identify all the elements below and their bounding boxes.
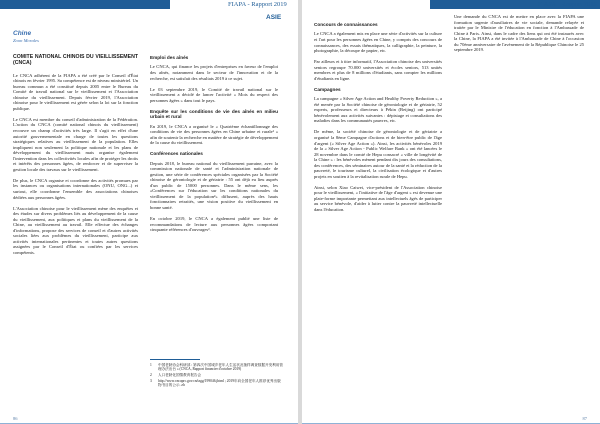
footnote-divider bbox=[150, 359, 200, 360]
paragraph: Le CNCA adhérent de la FIAPA a été créé par le Conseil d'État chinois en février 1995. Sa compétence est de niveau ministériel. Un bureau commun a été constitué depuis 2005 entre le Bureau du Comité de travail national sur le vieillissement et l'Association chinoise du vieillissement. Depuis février 2019, l'Association chinoise pour le vieillissement est gérée selon la loi sur la fonction publique. bbox=[13, 72, 138, 111]
paragraph: En 2019, le CNCA a organisé le « Quatrième échantillonnage des conditions de vie des personnes âgées en Chine urbaine et rurale¹ » afin de soutenir la recherche en matière de stratégie de développement de la cause du vieillissement. bbox=[150, 123, 279, 146]
right-column-2 bbox=[454, 14, 584, 58]
paragraph: Le CNCA, qui finance les projets d'entreprises en faveur de l'emploi des aînés, notamment dans le secteur de l'innovation et de la recherche, est satisfait des résultats 2019 à ce sujet. bbox=[150, 64, 278, 81]
country-title: Chine bbox=[13, 30, 32, 37]
footnote-number: 1 bbox=[150, 363, 152, 367]
paragraph: Depuis 2018, le bureau national du vieillissement parraine, avec la commission nationale de santé et l'administration nationale de gestion, une série de conférences spéciales organisées par la Société chinoise de gérontologie et de gériatrie : 55 ont déjà eu lieu auprès d'un public de 15000 personnes. Dans le même sens, les «Conférences sur l'éducation sur les conditions nationales du vieillissement de la population²» diffusent, auprès des hauts fonctionnaires retraités, une vision positive du vieillissement en bonne santé. bbox=[150, 160, 278, 210]
section-tag: ASIE bbox=[266, 14, 282, 21]
section-heading: Concours de connaissances bbox=[314, 22, 378, 27]
footnote-text: 人口老龄化国情教育报告会 bbox=[158, 373, 202, 377]
page-number: 87 bbox=[582, 416, 587, 421]
paragraph: De même, la société chinoise de gérontologie et de gériatrie a organisé la 8ème Campagne d'actions et de bien-être public de l'âge d'argent (« Silver Age Action »). Ainsi, les activités bénévoles 2019 de la « Silver Age Action - Public Welfare Bank » ont été lancées le 28 novembre dans le comté de Hepu consacré « ville de longévité de la Chine » : les bénévoles mènent pendant dix jours des consultations, des conférences, des séminaires autour de la santé et la réduction de la pauvreté, le tourisme culturel, la civilisation écologique et d'autres projets en soutien à la revitalisation rurale de Hepu. bbox=[314, 129, 442, 179]
paragraph: Une demande du CNCA est de mettre en place avec la FIAPA une formation urgente d'auxiliaires de vie sociale, demande relayée et traitée par le Ministre de l'éducation en fonction à l'Ambassade de Chine à Paris. Ainsi, dans le cadre des liens qui ont été instaurés avec la Chine, la FIAPA a été invitée à l'Ambassade de Chine à l'occasion du 70ème anniversaire de l'avènement de la République Chinoise le 25 septembre 2019. bbox=[454, 14, 584, 53]
header-title: FIAPA - Rapport 2019 bbox=[538, 1, 597, 8]
paragraph: Ainsi, selon Xiao Caiwei, vice-président de l'Association chinoise pour le vieillissement, « l'initiative de l'âge d'argent » est devenue une plate-forme importante permettant aux intellectuels âgés de participer au service bénévole, d'aider à lutter contre la pauvreté intellectuelle dans l'éducation. bbox=[314, 184, 442, 213]
page-number: 86 bbox=[13, 416, 18, 421]
paragraph: De plus, le CNCA organise et coordonne des activités promues par les instances ou organisations internationales (ONU, ONG...) et surtout, elle coordonne l'ensemble des associations chinoises dédiées aux personnes âgées. bbox=[13, 177, 138, 200]
paragraph: Le CNCA est membre du conseil d'administration de la Fédération. L'action du CNCA (comité national chinois du vieillissement) recouvre un champ d'activités très large. Il s'agit en effet d'une autorité gouvernementale en charge de toutes les questions stratégiques relatives au vieillissement de la population. Elles impliquent non seulement la politique nationale et les plans de développement du vieillissement mais organise également l'intervention dans les collectivités locales afin de protéger les droits et intérêts des personnes âgées, de renforcer et de superviser la gestion locale des travaux sur le vieillissement. bbox=[13, 116, 138, 172]
paragraph: Par ailleurs et à titre informatif, l'Association chinoise des universités seniors regroupe 70.000 universités et écoles seniors, 513 unités membres et plus de 8 millions d'étudiants, sans compter les millions d'étudiants en ligne. bbox=[314, 59, 442, 81]
right-page bbox=[302, 0, 600, 424]
article-heading: COMITE NATIONAL CHINOIS DU VIEILLISSEMENT (CNCA) bbox=[13, 54, 138, 66]
section-heading: Conférences nationales bbox=[150, 151, 203, 157]
paragraph: L'Association chinoise pour le vieillissement mène des enquêtes et des études sur divers problèmes liés au développement de la cause du vieillissement, aux politiques et plans du vieillissement de la Chine, au vieillissement au travail. Elle effectue des échanges d'informations, propose des services de conseil et d'autres activités sociales liées aux problèmes du vieillissement, participe aux activités internationales pertinentes et toutes autres questions assignées par le Conseil d'État ou confiées par les services compétents. bbox=[13, 205, 138, 255]
footnote bbox=[150, 373, 284, 377]
footnote-number: 2 bbox=[150, 373, 152, 377]
header-title: FIAPA - Rapport 2019 bbox=[228, 1, 287, 8]
header-bar bbox=[0, 0, 298, 10]
section-heading: Enquête sur les conditions de vie des aînés en milieu urbain et rural bbox=[150, 108, 278, 120]
section-heading: Campagnes bbox=[314, 86, 341, 92]
paragraph: Le CNCA a également mis en place une série d'activités sur la culture et l'art pour les personnes âgées en Chine, y compris des concours de connaissances, des essais thématiques, la calligraphie, la peinture, la photographie, la découpe de papier, etc. bbox=[314, 31, 442, 54]
left-column-2 bbox=[150, 55, 278, 238]
paragraph: Le 03 septembre 2019, le Comité de travail national sur le vieillissement a décidé de lancer l'activité « Mois du respect des personnes âgées » dans tout le pays. bbox=[150, 86, 278, 103]
paragraph: La campagne « Silver Age Action and Healthy Poverty Reduction », a été menée par la Société chinoise de gérontologie et de gériatrie, 52 experts, professeurs et directeurs à Pékin (Beijing) ont participé bénévolement aux activités suivantes : dépistage et consultations des maladies dans les communautés pauvres, etc. bbox=[314, 96, 442, 124]
footnote bbox=[150, 379, 284, 387]
footnote-text: http://www.cncaprc.gov.cn/tzgg/199046.jhtml ; 2019年向全国老年人推荐优秀出版物书目的公示 .zh bbox=[158, 378, 281, 387]
footnotes bbox=[150, 363, 284, 389]
left-page bbox=[0, 0, 298, 424]
header-stripe bbox=[0, 0, 170, 9]
footnote bbox=[150, 363, 284, 371]
section-heading: Emploi des aînés bbox=[150, 55, 189, 60]
footnote-number: 3 bbox=[150, 378, 152, 383]
footnote-text: 中国老龄协会科研部 : 第四次中国城乡老年人生活状况抽样调查数据开发利用管理办法出台 » (CNCA, Rapport financier d'octobre 2019) bbox=[158, 363, 283, 372]
paragraph: En octobre 2019, le CNCA a également publié une liste de recommandations de lecture aux personnes âgées comportant cinquante références d'ouvrages³. bbox=[150, 216, 278, 233]
author-name: Zoon Morales bbox=[13, 38, 39, 43]
left-column-1 bbox=[13, 55, 138, 261]
right-column-1 bbox=[314, 22, 442, 218]
header-bar bbox=[302, 0, 600, 10]
